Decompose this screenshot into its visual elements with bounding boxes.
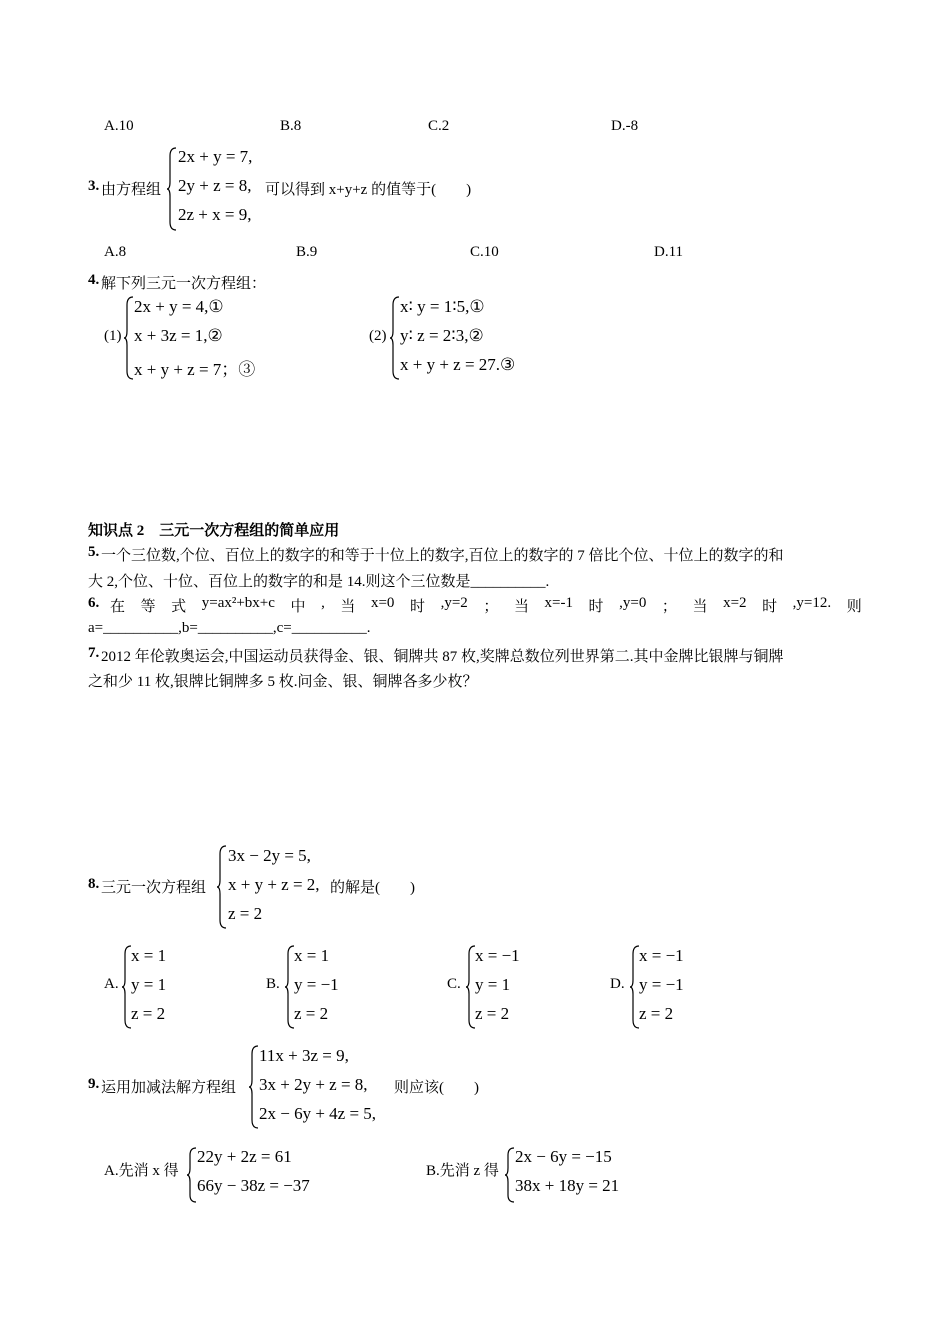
q4-part2-equation-1: x∶ y = 1∶5,① bbox=[400, 297, 485, 316]
q4-part1-equation-1: 2x + y = 4,① bbox=[134, 297, 224, 316]
q5-line-2: 大 2,个位、十位、百位上的数字的和是 14.则这个三位数是__________. bbox=[88, 574, 550, 590]
q9-equation-1: 11x + 3z = 9, bbox=[259, 1046, 349, 1065]
q8-equation-3: z = 2 bbox=[228, 904, 263, 923]
q6-word: 当 bbox=[340, 599, 356, 615]
section-title: 知识点 2 三元一次方程组的简单应用 bbox=[88, 523, 340, 539]
q8-option-a-eq-2: y = 1 bbox=[131, 975, 167, 994]
q3-equation-2: 2y + z = 8, bbox=[178, 176, 252, 195]
q3-option-c: C.10 bbox=[470, 244, 499, 260]
q9-option-b-eq-1: 2x − 6y = −15 bbox=[515, 1147, 612, 1166]
q9-option-a-label: A.先消 x 得 bbox=[104, 1163, 179, 1179]
q6-number: 6. bbox=[88, 595, 100, 611]
q8-prefix: 三元一次方程组 bbox=[101, 880, 207, 896]
q8-equation-2: x + y + z = 2, bbox=[228, 875, 320, 894]
q3-option-d: D.11 bbox=[654, 244, 684, 260]
q3-number: 3. bbox=[88, 178, 100, 194]
q9-equation-3: 2x − 6y + 4z = 5, bbox=[259, 1104, 377, 1123]
q3-equation-1: 2x + y = 7, bbox=[178, 147, 253, 166]
q6-word: 当 bbox=[513, 599, 529, 615]
q2-option-d: D.-8 bbox=[611, 118, 639, 134]
q6-line-2: a=__________,b=__________,c=__________. bbox=[88, 620, 371, 636]
q8-option-b-label: B. bbox=[266, 976, 280, 992]
q8-option-b-eq-1: x = 1 bbox=[294, 946, 330, 965]
q9-option-a-eq-2: 66y − 38z = −37 bbox=[197, 1176, 310, 1195]
q6-word: ,y=0 bbox=[619, 595, 647, 611]
q9-option-b-label: B.先消 z 得 bbox=[426, 1163, 499, 1179]
q3-prefix: 由方程组 bbox=[101, 182, 162, 198]
q8-option-b-eq-3: z = 2 bbox=[294, 1004, 329, 1023]
q8-option-a-eq-1: x = 1 bbox=[131, 946, 167, 965]
q6-word: 式 bbox=[171, 599, 187, 615]
q9-option-b-eq-2: 38x + 18y = 21 bbox=[515, 1176, 620, 1195]
q9-option-a-eq-1: 22y + 2z = 61 bbox=[197, 1147, 292, 1166]
q4-part2-equation-3: x + y + z = 27.③ bbox=[400, 355, 516, 374]
q6-word: 在 bbox=[110, 599, 126, 615]
q7-line-2: 之和少 11 枚,银牌比铜牌多 5 枚.问金、银、铜牌各多少枚？ bbox=[88, 674, 478, 690]
q8-option-d-eq-2: y = −1 bbox=[639, 975, 684, 994]
q2-option-b: B.8 bbox=[280, 118, 302, 134]
q7-line-1: 2012 年伦敦奥运会,中国运动员获得金、银、铜牌共 87 枚,奖牌总数位列世界第二.其中金牌比银牌与铜牌 bbox=[101, 649, 784, 665]
q5-number: 5. bbox=[88, 544, 100, 560]
q6-word: 时 bbox=[410, 599, 426, 615]
q6-word: 则 bbox=[846, 599, 862, 615]
q8-option-d-label: D. bbox=[610, 976, 625, 992]
q6-word: 时 bbox=[588, 599, 604, 615]
q9-suffix: 则应该( ) bbox=[394, 1080, 479, 1096]
q6-word: x=-1 bbox=[544, 595, 573, 611]
q9-prefix: 运用加减法解方程组 bbox=[101, 1080, 237, 1096]
q6-word: x=2 bbox=[723, 595, 747, 611]
q6-word: ,y=12. bbox=[792, 595, 832, 611]
q8-option-c-eq-3: z = 2 bbox=[475, 1004, 510, 1023]
q8-option-a-eq-3: z = 2 bbox=[131, 1004, 166, 1023]
q3-brace bbox=[166, 146, 178, 232]
q4-number: 4. bbox=[88, 272, 100, 288]
q3-option-b: B.9 bbox=[296, 244, 318, 260]
q8-option-d-eq-3: z = 2 bbox=[639, 1004, 674, 1023]
q6-word: 当 bbox=[692, 599, 708, 615]
q2-option-a: A.10 bbox=[104, 118, 134, 134]
q3-equation-3: 2z + x = 9, bbox=[178, 205, 252, 224]
q4-part1-label: (1) bbox=[104, 328, 122, 344]
q8-option-a-label: A. bbox=[104, 976, 119, 992]
q6-line-1 bbox=[110, 595, 862, 616]
q6-word: ； bbox=[661, 599, 677, 615]
q9-equation-2: 3x + 2y + z = 8, bbox=[259, 1075, 368, 1094]
q4-part2-equation-2: y∶ z = 2∶3,② bbox=[400, 326, 484, 345]
q8-option-b-eq-2: y = −1 bbox=[294, 975, 339, 994]
q8-brace bbox=[216, 844, 228, 930]
q4-part1-equation-3: x + y + z = 7；③ bbox=[134, 360, 256, 379]
q4-part2-label: (2) bbox=[369, 328, 387, 344]
q8-option-d-eq-1: x = −1 bbox=[639, 946, 684, 965]
q7-number: 7. bbox=[88, 645, 100, 661]
q8-suffix: 的解是( ) bbox=[330, 880, 415, 896]
q5-line-1: 一个三位数,个位、百位上的数字的和等于十位上的数字,百位上的数字的 7 倍比个位、十位上的数字的和 bbox=[101, 548, 784, 564]
q6-word: x=0 bbox=[370, 595, 395, 611]
q8-option-c-eq-1: x = −1 bbox=[475, 946, 520, 965]
q8-option-c-label: C. bbox=[447, 976, 461, 992]
q4-text: 解下列三元一次方程组： bbox=[101, 276, 267, 292]
q6-word: 中 bbox=[290, 599, 306, 615]
q2-option-c: C.2 bbox=[428, 118, 450, 134]
q9-number: 9. bbox=[88, 1076, 100, 1092]
q6-word: y=ax²+bx+c bbox=[201, 595, 275, 611]
q6-word: , bbox=[321, 595, 325, 611]
q4-part1-equation-2: x + 3z = 1,② bbox=[134, 326, 223, 345]
q3-option-a: A.8 bbox=[104, 244, 127, 260]
q8-number: 8. bbox=[88, 876, 100, 892]
q8-equation-1: 3x − 2y = 5, bbox=[228, 846, 311, 865]
q6-word: ； bbox=[483, 599, 499, 615]
q6-word: ,y=2 bbox=[440, 595, 468, 611]
q6-word: 时 bbox=[762, 599, 778, 615]
q3-suffix: 可以得到 x+y+z 的值等于( ) bbox=[265, 182, 472, 198]
q6-word: 等 bbox=[140, 599, 156, 615]
q8-option-c-eq-2: y = 1 bbox=[475, 975, 511, 994]
